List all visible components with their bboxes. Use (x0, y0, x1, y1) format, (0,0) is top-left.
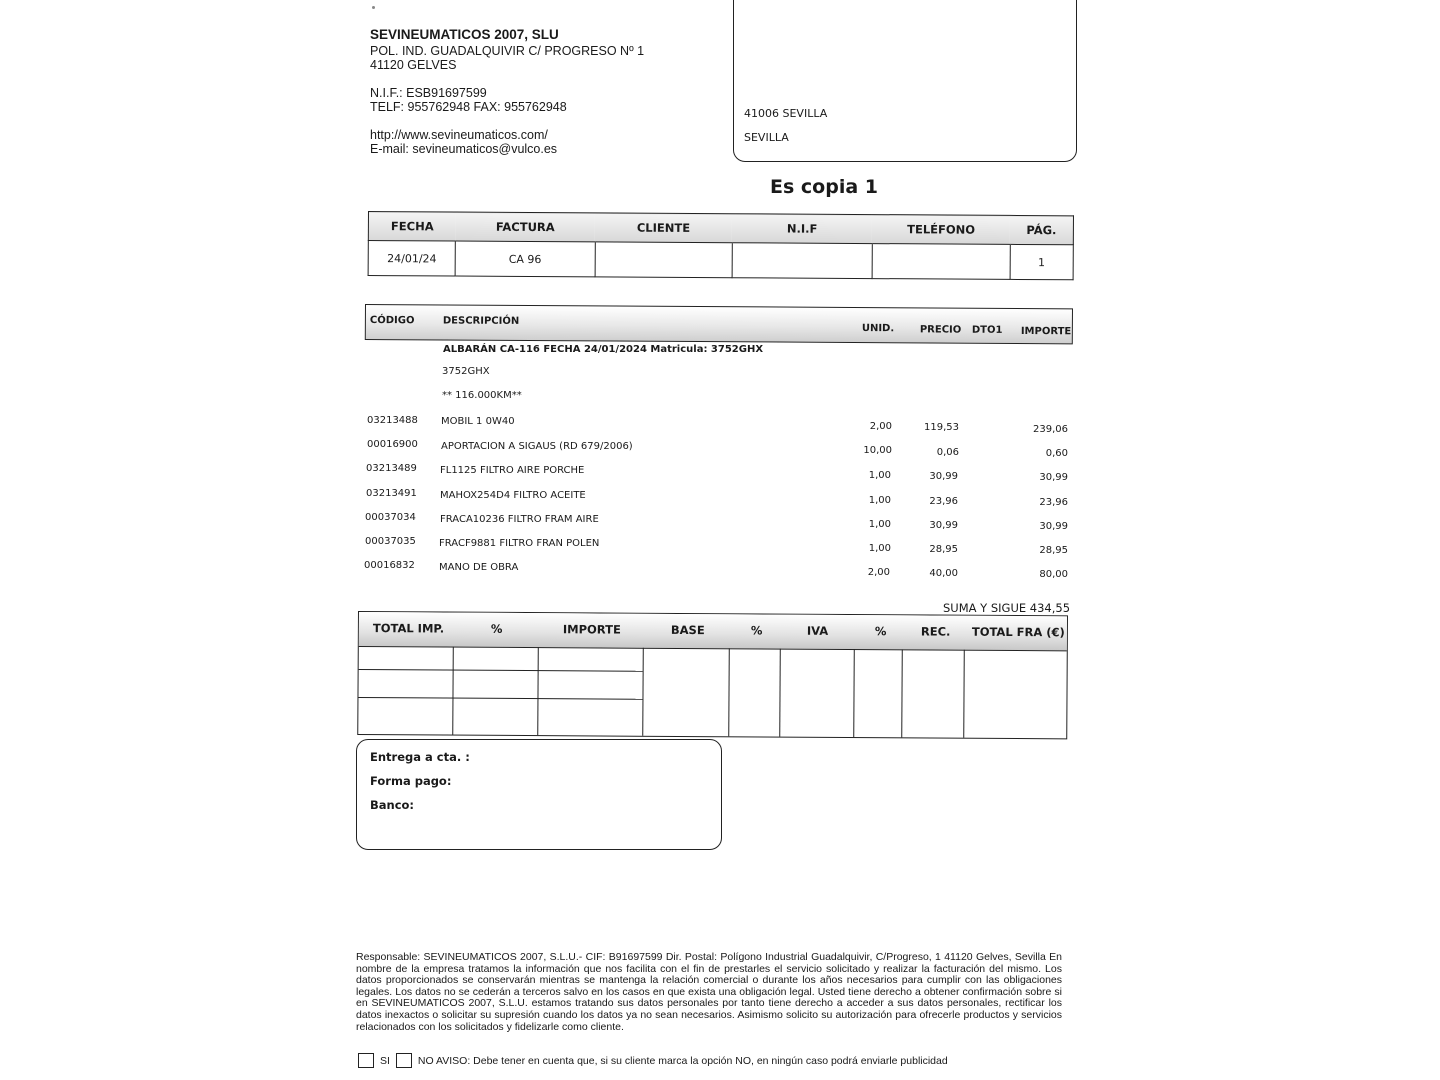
totals-col-pct3: % (874, 624, 887, 639)
item-price: 119,53 (924, 422, 959, 433)
company-email: E-mail: sevineumaticos@vulco.es (370, 142, 558, 156)
item-code: 00016900 (367, 439, 418, 450)
consent-yes-checkbox[interactable] (358, 1053, 374, 1068)
items-col-amount: IMPORTE (1020, 326, 1072, 338)
totals-col-pct2: % (750, 623, 763, 638)
items-header (365, 304, 1073, 344)
item-amount: 239,06 (1033, 424, 1068, 435)
item-price: 28,95 (929, 544, 958, 555)
payment-forma-pago: Forma pago: (370, 774, 452, 788)
recipient-province: SEVILLA (744, 131, 789, 144)
item-code: 00037034 (365, 512, 416, 523)
delivery-note: ALBARÁN CA-116 FECHA 24/01/2024 Matricula: 3752GHX (443, 344, 764, 355)
items-col-units: UNID. (861, 323, 895, 335)
copy-title: Es copia 1 (770, 176, 878, 198)
invoice-date: 24/01/24 (368, 241, 455, 277)
col-cliente: CLIENTE (595, 213, 732, 243)
payment-box (356, 739, 722, 850)
item-price: 30,99 (929, 471, 958, 482)
invoice-header-table (368, 211, 1074, 280)
item-code: 03213491 (366, 488, 417, 499)
totals-table (357, 611, 1068, 739)
item-units: 1,00 (868, 495, 891, 506)
totals-col-iva: IVA (806, 623, 829, 638)
company-address-line2: 41120 GELVES (370, 58, 457, 72)
sender-block (370, 28, 644, 156)
payment-entrega: Entrega a cta. : (370, 750, 470, 764)
totals-header (359, 612, 1067, 651)
item-units: 1,00 (868, 470, 891, 481)
consent-no-label: NO AVISO: Debe tener en cuenta que, si su cliente marca la opción NO, en ningún caso podrá enviarle publicidad (417, 1054, 948, 1067)
col-pag: PÁG. (1010, 215, 1074, 244)
company-phone: TELF: 955762948 FAX: 955762948 (370, 100, 567, 114)
item-units: 10,00 (863, 445, 892, 456)
km-note: ** 116.000KM** (442, 390, 522, 401)
company-address-line1: POL. IND. GUADALQUIVIR C/ PROGRESO Nº 1 (370, 44, 645, 58)
item-price: 23,96 (929, 496, 958, 507)
invoice-number: CA 96 (455, 241, 594, 277)
company-web: http://www.sevineumaticos.com/ (370, 128, 548, 142)
totals-col-total-fra: TOTAL FRA (€) (971, 624, 1065, 640)
totals-col-pct1: % (490, 621, 503, 636)
item-amount: 30,99 (1039, 521, 1068, 532)
items-col-description: DESCRIPCIÓN (442, 315, 520, 327)
invoice-phone (872, 244, 1010, 280)
privacy-notice: Responsable: SEVINEUMATICOS 2007, S.L.U.- CIF: B91697599 Dir. Postal: Polígono Industrial Guadalquivir, C/Progreso, 1 41120 Gelves, Sevilla En nombre de la empresa tratamos la información que nos facilita con el fin de prestarles el servicio solicitado y realizar la facturación del mismo. Los datos proporcionados se conservarán mientras se mantenga la relación comercial o durante los años necesarios para cumplir con las obligaciones legales. Los datos no se cederán a terceros salvo en los casos en que exista una obligación legal. Usted tiene derecho a obtener confirmación sobre si en SEVINEUMATICOS 2007, S.L.U. estamos tratando sus datos personales por tanto tiene derecho a acceder a sus datos personales, rectificar los datos inexactos o solicitar su supresión cuando los datos ya no sean necesarios. Asimismo solicito su autorización para ofrecerle productos y servicios relacionados con los solicitados y fidelizarle como cliente. (356, 951, 1062, 1033)
company-name: SEVINEUMATICOS 2007, SLU (370, 27, 559, 42)
item-units: 2,00 (869, 421, 892, 432)
totals-col-base: BASE (670, 622, 705, 638)
item-description: MOBIL 1 0W40 (441, 416, 515, 427)
item-amount: 28,95 (1039, 545, 1068, 556)
col-telefono: TELÉFONO (872, 215, 1010, 245)
consent-row (358, 1053, 948, 1068)
company-nif: N.I.F.: ESB91697599 (370, 86, 487, 100)
invoice-values-row (368, 241, 1073, 280)
item-price: 30,99 (929, 520, 958, 531)
item-units: 1,00 (868, 543, 891, 554)
item-amount: 23,96 (1039, 497, 1068, 508)
item-code: 03213488 (367, 415, 418, 426)
recipient-postal: 41006 SEVILLA (744, 107, 828, 120)
recipient-box (733, 0, 1077, 162)
totals-col-rec: REC. (920, 624, 951, 639)
item-description: MANO DE OBRA (439, 562, 519, 573)
item-code: 00016832 (364, 560, 415, 571)
item-units: 1,00 (868, 519, 891, 530)
consent-no-checkbox[interactable] (396, 1053, 412, 1068)
items-col-price: PRECIO (919, 324, 962, 336)
invoice-header-row (368, 212, 1073, 245)
item-description: FRACF9881 FILTRO FRAN POLEN (439, 538, 600, 549)
consent-yes-label: SI (380, 1054, 390, 1067)
item-code: 00037035 (365, 536, 416, 547)
item-price: 40,00 (929, 568, 958, 579)
payment-banco: Banco: (370, 798, 415, 812)
item-amount: 80,00 (1039, 569, 1068, 580)
col-nif: N.I.F (732, 214, 872, 244)
items-col-discount: DTO1 (971, 324, 1003, 336)
item-description: MAHOX254D4 FILTRO ACEITE (440, 490, 586, 501)
col-factura: FACTURA (456, 212, 595, 242)
plate-note: 3752GHX (442, 366, 490, 377)
scan-mark (372, 6, 375, 9)
totals-col-total-imp: TOTAL IMP. (372, 621, 445, 636)
invoice-nif (732, 243, 872, 279)
item-description: APORTACION A SIGAUS (RD 679/2006) (441, 441, 633, 452)
item-description: FL1125 FILTRO AIRE PORCHE (440, 465, 585, 476)
item-code: 03213489 (366, 463, 417, 474)
totals-col-importe: IMPORTE (562, 622, 621, 637)
item-price: 0,06 (936, 447, 959, 458)
item-units: 2,00 (867, 567, 890, 578)
invoice-page: 1 (1010, 244, 1074, 279)
item-amount: 0,60 (1045, 448, 1068, 459)
invoice-client (595, 242, 732, 278)
items-col-code: CÓDIGO (369, 315, 415, 327)
suma-y-sigue: SUMA Y SIGUE 434,55 (943, 601, 1071, 615)
item-description: FRACA10236 FILTRO FRAM AIRE (440, 514, 599, 525)
col-fecha: FECHA (368, 212, 455, 242)
item-amount: 30,99 (1039, 472, 1068, 483)
